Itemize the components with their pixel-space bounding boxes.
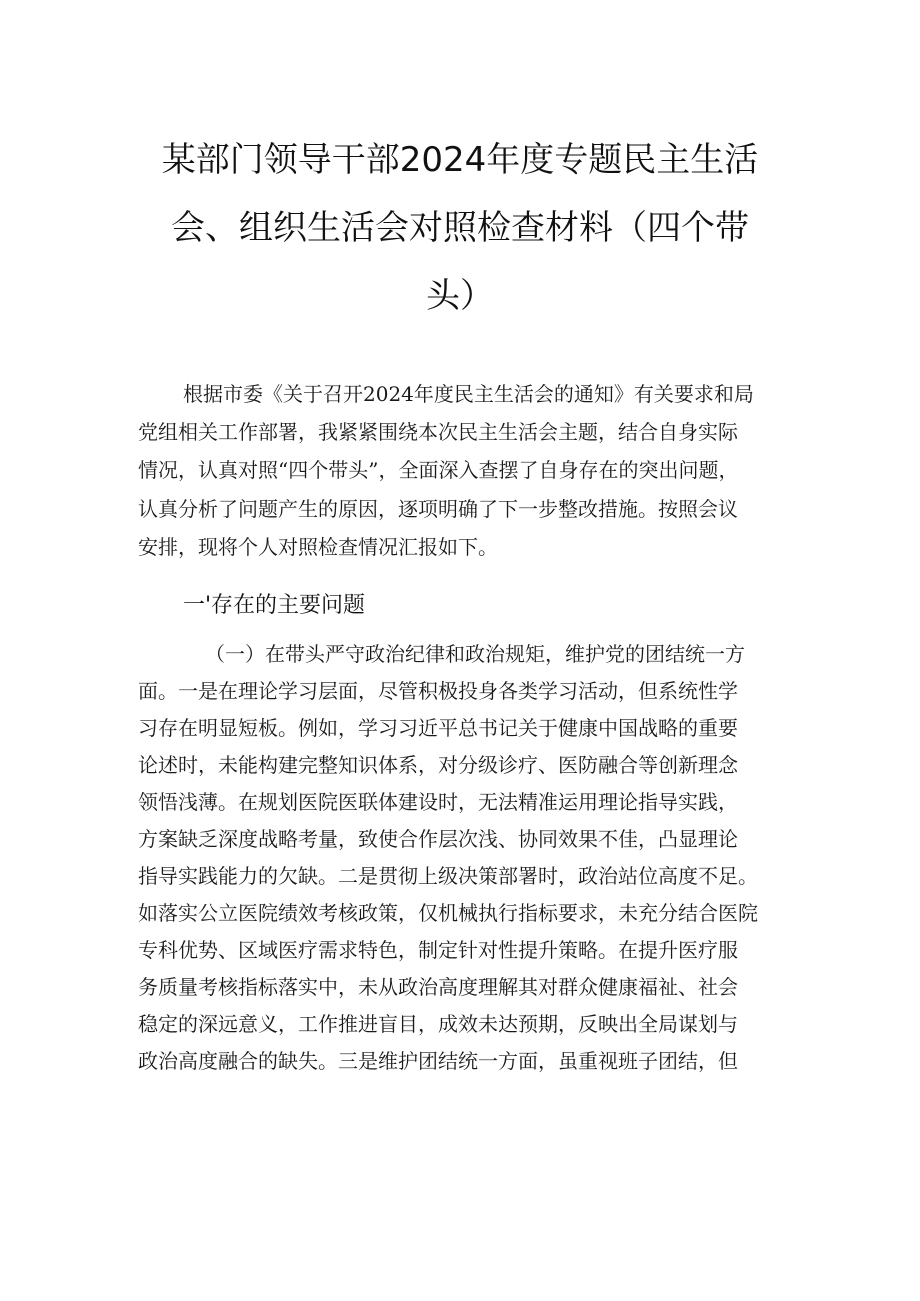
section-heading: 一'存在的主要问题	[183, 593, 366, 618]
intro-line-4: 认真分析了问题产生的原因，逐项明确了下一步整改措施。按照会议	[138, 497, 738, 521]
document-title-line-1: 某部门领导干部2024年度专题民主生活	[161, 140, 759, 180]
intro-line-3: 情况，认真对照“四个带头”，全面深入查摆了自身存在的突出问题，	[138, 458, 739, 482]
body-line-11: 稳定的深远意义，工作推进盲目，成效未达预期，反映出全局谋划与	[138, 1012, 738, 1036]
body-line-2: 面。一是在理论学习层面，尽管积极投身各类学习活动，但系统性学	[138, 679, 738, 703]
intro-line-1: 根据市委《关于召开2024年度民主生活会的通知》有关要求和局	[183, 382, 754, 406]
body-line-10: 务质量考核指标落实中，未从政治高度理解其对群众健康福祉、社会	[138, 975, 738, 999]
body-line-4: 论述时，未能构建完整知识体系，对分级诊疗、医防融合等创新理念	[138, 753, 738, 777]
body-line-3: 习存在明显短板。例如，学习习近平总书记关于健康中国战略的重要	[138, 716, 738, 740]
intro-line-2: 党组相关工作部署，我紧紧围绕本次民主生活会主题，结合自身实际	[138, 420, 738, 444]
body-line-12: 政治高度融合的缺失。三是维护团结统一方面，虽重视班子团结，但	[138, 1049, 738, 1073]
body-line-5: 领悟浅薄。在规划医院医联体建设时，无法精准运用理论指导实践，	[138, 790, 738, 814]
body-line-7: 指导实践能力的欠缺。二是贯彻上级决策部署时，政治站位高度不足。	[138, 864, 758, 888]
body-line-9: 专科优势、区域医疗需求特色，制定针对性提升策略。在提升医疗服	[138, 938, 738, 962]
body-line-1: （一）在带头严守政治纪律和政治规矩，维护党的团结统一方	[205, 642, 745, 666]
document-title-line-3: 头）	[426, 276, 494, 316]
body-line-6: 方案缺乏深度战略考量，致使合作层次浅、协同效果不佳，凸显理论	[138, 827, 738, 851]
body-line-8: 如落实公立医院绩效考核政策，仅机械执行指标要求，未充分结合医院	[138, 901, 758, 925]
document-title-line-2: 会、组织生活会对照检查材料（四个带	[171, 208, 749, 248]
intro-line-5: 安排，现将个人对照检查情况汇报如下。	[138, 535, 498, 559]
